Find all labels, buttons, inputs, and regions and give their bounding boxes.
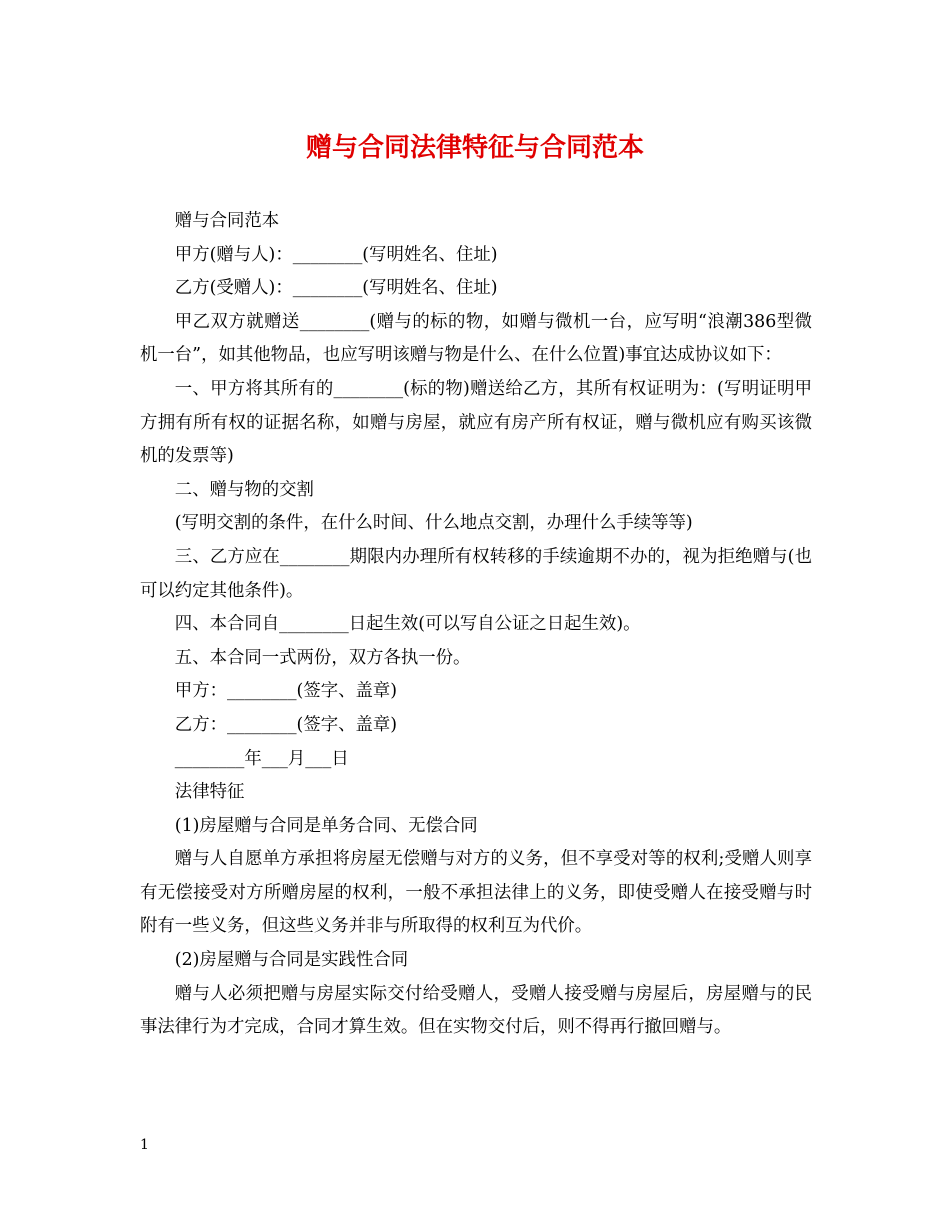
paragraph-party-a: 甲方(赠与人)：________(写明姓名、住址) xyxy=(174,244,498,265)
document-body xyxy=(140,205,812,1045)
paragraph-clause-3: 三、乙方应在________期限内办理所有权转移的手续逾期不办的，视为拒绝赠与(也可以约定其他条件)。 xyxy=(140,546,812,601)
paragraph-clause-5: 五、本合同一式两份，双方各执一份。 xyxy=(174,647,471,668)
paragraph-date-line: ________年___月___日 xyxy=(174,748,349,769)
paragraph-signature-b: 乙方：________(签字、盖章) xyxy=(174,714,398,735)
paragraph-heading-template: 赠与合同范本 xyxy=(174,211,280,231)
paragraph-clause-1: 一、甲方将其所有的________(标的物)赠送给乙方，其所有权证明为：(写明证明甲方拥有所有权的证据名称，如赠与房屋，就应有房产所有权证，赠与微机应有购买该微机的发票等) xyxy=(140,378,812,467)
paragraph-signature-a: 甲方：________(签字、盖章) xyxy=(174,681,398,702)
paragraph-clause-2-detail: (写明交割的条件，在什么时间、什么地点交割，办理什么手续等等) xyxy=(174,513,693,534)
paragraph-feature-1-body: 赠与人自愿单方承担将房屋无偿赠与对方的义务，但不享受对等的权利;受赠人则享有无偿接受对方所赠房屋的权利，一般不承担法律上的义务，即使受赠人在接受赠与时附有一些义务，但这些义务并非与所取得的权利互为代价。 xyxy=(140,849,812,937)
paragraph-party-b: 乙方(受赠人)：________(写明姓名、住址) xyxy=(174,278,498,299)
page-number: 1 xyxy=(140,1137,149,1153)
paragraph-agreement-intro: 甲乙双方就赠送________(赠与的标的物，如赠与微机一台，应写明“浪潮386型微机一台”，如其他物品，也应写明该赠与物是什么、在什么位置)事宜达成协议如下： xyxy=(140,311,812,366)
paragraph-feature-1-heading: (1)房屋赠与合同是单务合同、无偿合同 xyxy=(174,815,478,836)
paragraph-feature-2-body: 赠与人必须把赠与房屋实际交付给受赠人，受赠人接受赠与房屋后，房屋赠与的民事法律行为才完成，合同才算生效。但在实物交付后，则不得再行撤回赠与。 xyxy=(140,983,812,1038)
document-title: 赠与合同法律特征与合同范本 xyxy=(305,133,644,163)
paragraph-clause-4: 四、本合同自________日起生效(可以写自公证之日起生效)。 xyxy=(174,614,641,635)
paragraph-feature-2-heading: (2)房屋赠与合同是实践性合同 xyxy=(174,950,409,971)
paragraph-legal-features-heading: 法律特征 xyxy=(174,782,245,803)
paragraph-clause-2: 二、赠与物的交割 xyxy=(174,479,314,500)
